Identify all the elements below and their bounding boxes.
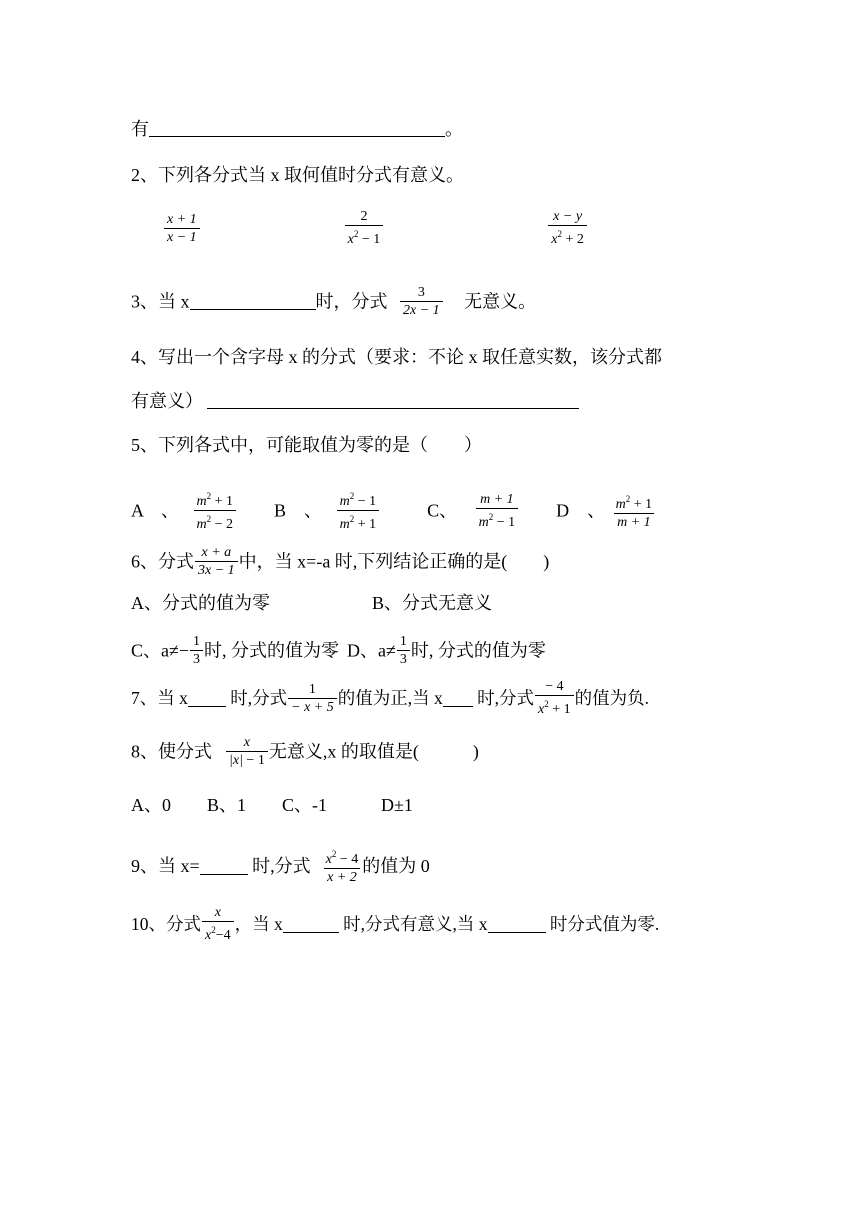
q4-text-2: 有意义） — [131, 390, 203, 411]
q7: 7、当 x 时,分式 $\frac{1}{- x + 5}$ 的值为正,当 x 时,分式 $\frac{- 4}{x^2 + 1}$ 的值为负. — [131, 679, 649, 717]
q7-suffix: 的值为负. — [574, 688, 649, 708]
q8-suffix: 无意义,x 的取值是( ) — [268, 741, 479, 762]
q4-line1 — [131, 344, 662, 368]
q7-blank-2[interactable] — [443, 690, 473, 707]
q2-fraction-2 — [345, 208, 384, 248]
q5-text — [131, 432, 482, 456]
q8-fraction: $\frac{x}{|x| - 1}$ — [226, 734, 268, 769]
q5-option-b-label: B 、 — [274, 500, 323, 521]
q6-suffix: 中，当 x=-a 时,下列结论正确的是( ) — [238, 551, 550, 572]
q3 — [131, 284, 536, 319]
q2-text — [131, 162, 464, 186]
q9-fraction: $\frac{x^2 - 4}{x + 2}$ — [325, 849, 359, 885]
q10-fraction: $\frac{x}{x^2-4}$ — [202, 904, 234, 944]
q8-option-list: A、0 B、1 C、-1 D±1 — [131, 794, 413, 815]
q9-suffix: 的值为 0 — [362, 856, 430, 876]
q2-fraction-3 — [548, 208, 587, 248]
q7-prefix: 7、当 x — [131, 688, 188, 708]
q5-option-b-fraction: $\frac{m^2 - 1}{m^2 + 1}$ — [337, 488, 380, 533]
q5-question: 5、下列各式中，可能取值为零的是（ ） — [131, 434, 482, 455]
q8-prefix: 8、使分式 — [131, 741, 212, 762]
q10-blank-1[interactable] — [283, 916, 339, 933]
q1-tail — [131, 116, 463, 140]
q3-fraction: $\frac{3}{2x - 1}$ — [400, 284, 443, 319]
q2-fractions — [161, 208, 590, 248]
q2-question: 2、下列各分式当 x 取何值时分式有意义。 — [131, 164, 464, 185]
q6-option-b: B、分式无意义 — [372, 592, 493, 613]
q6-option-a: A、分式的值为零 — [131, 592, 270, 613]
q6-option-c-fraction: $\frac{1}{3}$ — [190, 633, 203, 668]
q7-fraction-1: $\frac{1}{- x + 5}$ — [288, 681, 337, 716]
q6-option-c-prefix: C、a≠− — [131, 640, 190, 661]
q9-blank[interactable] — [200, 858, 248, 875]
q7-fraction-2: $\frac{- 4}{x^2 + 1}$ — [535, 678, 574, 718]
q2-f3-denominator: $x^2 + 2$ — [548, 225, 587, 248]
q6-option-d-suffix: 时, 分式的值为零 — [410, 640, 546, 661]
q10-blank-2[interactable] — [488, 916, 546, 933]
q5-option-d-fraction: $\frac{m^2 + 1}{m + 1}$ — [615, 493, 653, 530]
q6-fraction: $\frac{x + a}{3x - 1}$ — [195, 544, 238, 579]
q3-mid: 时，分式 — [315, 291, 388, 312]
q3-suffix: 无意义。 — [464, 291, 537, 312]
q7-blank-1[interactable] — [188, 690, 226, 707]
q9: 9、当 x= 时,分式 $\frac{x^2 - 4}{x + 2}$ 的值为 0 — [131, 846, 430, 886]
q10-prefix: 10、分式 — [131, 914, 201, 934]
q6-option-d-fraction: $\frac{1}{3}$ — [397, 633, 410, 668]
q5-option-a-label: A 、 — [131, 500, 180, 521]
q2-f2-denominator: $x^2 - 1$ — [345, 225, 384, 248]
q2-f1-numerator: x + 1 — [167, 211, 197, 227]
q1-prefix: 有 — [131, 118, 149, 139]
q5-option-c-fraction: $\frac{m + 1}{m^2 - 1}$ — [476, 491, 519, 531]
q1-suffix: 。 — [445, 118, 463, 139]
q5-option-c-label: C、 — [427, 500, 458, 521]
q10: 10、分式 $\frac{x}{x^2-4}$ ，当 x 时,分式有意义,当 x 时分式值为零. — [131, 905, 660, 943]
q3-prefix: 3、当 x — [131, 291, 190, 312]
q6-option-d-prefix: D、a≠ — [347, 640, 396, 661]
q10-suffix: 时分式值为零. — [545, 914, 660, 934]
q2-f1-denominator: x − 1 — [164, 228, 200, 246]
q6 — [131, 544, 549, 579]
q4-text-1: 4、写出一个含字母 x 的分式（要求：不论 x 取任意实数，该分式都 — [131, 346, 662, 367]
q4-blank[interactable] — [207, 392, 579, 409]
q6-options-ab — [131, 590, 492, 614]
q3-blank[interactable] — [190, 293, 316, 310]
q6-option-c-suffix: 时, 分式的值为零 — [204, 640, 340, 661]
q5-option-d-label: D 、 — [556, 500, 606, 521]
q2-fraction-1 — [164, 211, 200, 246]
q6-options-cd — [131, 633, 546, 668]
q2-f2-numerator: 2 — [360, 209, 368, 224]
q1-blank[interactable] — [149, 120, 445, 137]
q2-f3-numerator: x − y — [553, 209, 583, 224]
q5-options — [131, 488, 658, 533]
q8 — [131, 734, 479, 769]
q5-option-a-fraction: $\frac{m^2 + 1}{m^2 - 2}$ — [194, 488, 237, 533]
q4-line2 — [131, 388, 579, 412]
q6-prefix: 6、分式 — [131, 551, 194, 572]
q8-options — [131, 792, 413, 816]
q9-prefix: 9、当 x= — [131, 856, 200, 876]
